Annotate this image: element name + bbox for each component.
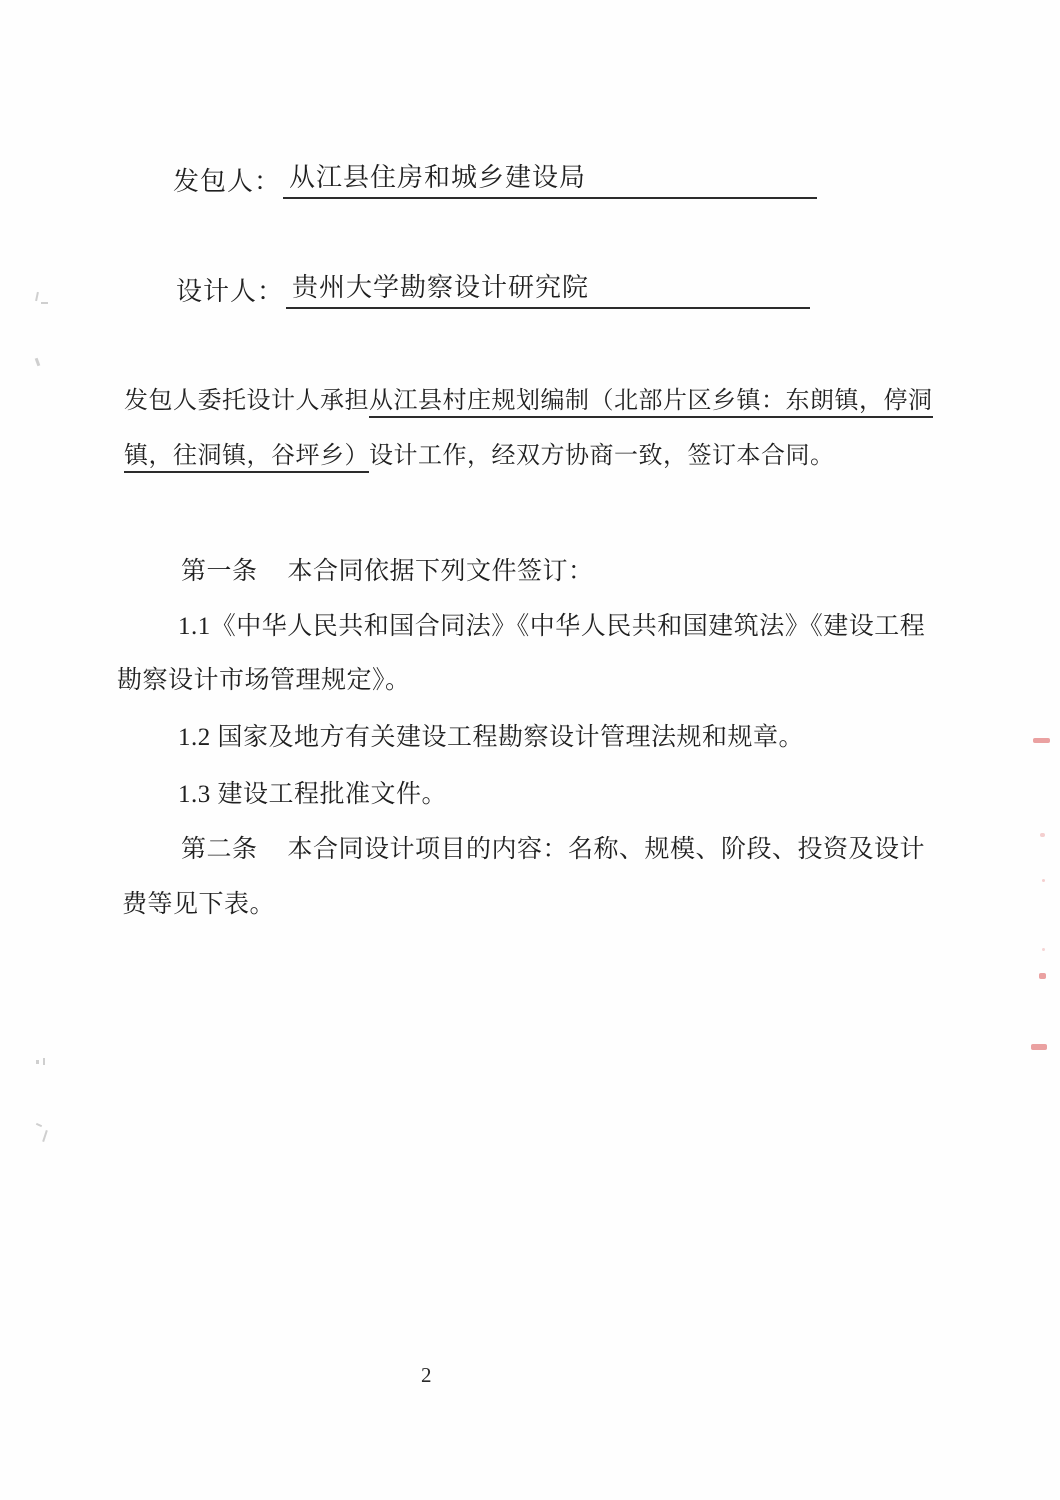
scan-artifact (1042, 879, 1045, 882)
item-1-3: 1.3 建设工程批准文件。 (178, 781, 448, 808)
scan-artifact (1042, 948, 1045, 951)
scan-artifact (41, 302, 48, 304)
clause-two-line1: 本合同设计项目的内容：名称、规模、阶段、投资及设计 (287, 836, 926, 863)
clause-two-line2: 费等见下表。 (122, 891, 276, 918)
designer-field-row (176, 272, 810, 309)
employer-value-underline (283, 162, 817, 199)
page-number: 2 (421, 1363, 432, 1387)
scan-artifact (35, 358, 41, 367)
scan-artifact (36, 1123, 42, 1127)
scan-artifact (1031, 1044, 1047, 1050)
scan-artifact (1039, 973, 1046, 979)
scan-artifact (43, 1058, 45, 1065)
scan-artifact (42, 1130, 48, 1142)
item-1-1-line2: 勘察设计市场管理规定》。 (117, 667, 411, 694)
clause-one-heading-line (181, 556, 594, 587)
scan-artifact (36, 1060, 39, 1064)
scan-artifact (35, 292, 39, 301)
commission-paragraph-line1 (124, 386, 933, 416)
employer-label: 发包人： (173, 167, 282, 196)
scan-artifact (1033, 738, 1050, 743)
item-1-1-line1: 1.1《中华人民共和国合同法》《中华人民共和国建筑法》《建设工程 (178, 613, 926, 640)
scan-artifact (1040, 833, 1045, 837)
employer-field-row (173, 162, 817, 199)
designer-label: 设计人： (176, 277, 285, 306)
clause-one-heading: 第一条 (181, 558, 258, 585)
designer-value: 贵州大学勘察设计研究院 (292, 273, 590, 302)
commission-text-normal-2: 设计工作，经双方协商一致，签订本合同。 (369, 443, 835, 469)
commission-paragraph-line2 (124, 441, 835, 471)
commission-text-underlined-2: 镇，往洞镇，谷坪乡） (124, 443, 369, 473)
item-1-2: 1.2 国家及地方有关建设工程勘察设计管理法规和规章。 (178, 724, 805, 751)
commission-text-normal-1: 发包人委托设计人承担 (124, 388, 369, 414)
designer-value-underline (286, 272, 810, 309)
clause-one-title: 本合同依据下列文件签订： (287, 558, 594, 585)
clause-two-heading-line (181, 834, 925, 865)
commission-text-underlined-1: 从江县村庄规划编制（北部片区乡镇：东朗镇，停洞 (369, 388, 933, 418)
clause-two-heading: 第二条 (181, 836, 258, 863)
employer-value: 从江县住房和城乡建设局 (289, 163, 587, 192)
